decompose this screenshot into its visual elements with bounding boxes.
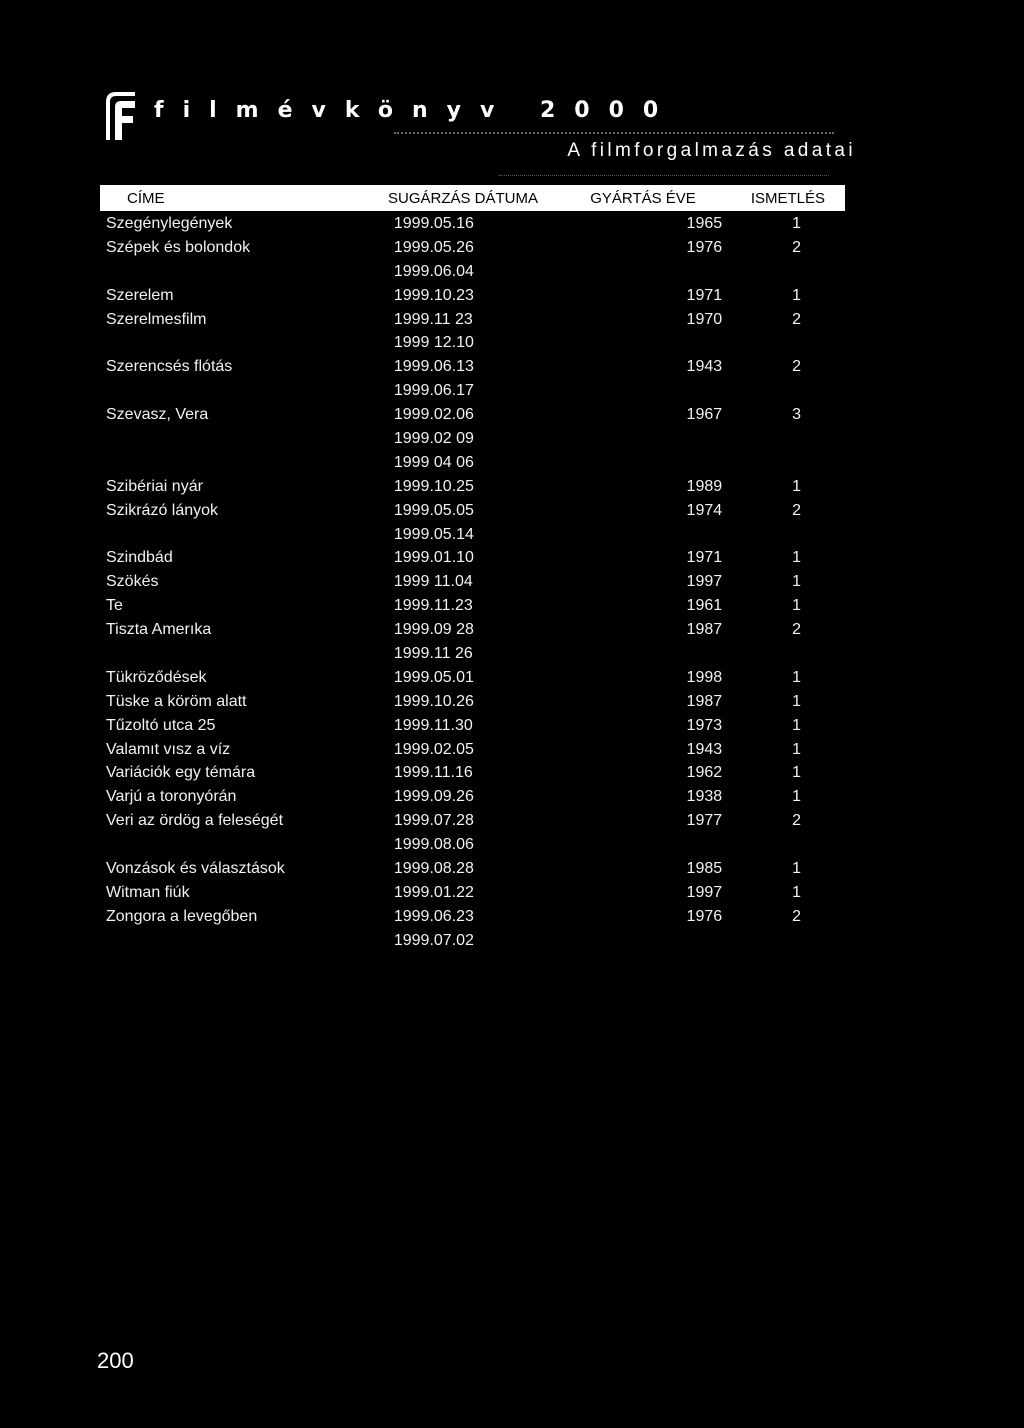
production-year-cell: 1943 bbox=[686, 740, 723, 758]
table-row bbox=[100, 499, 845, 523]
repeat-count-cell: 1 bbox=[792, 740, 801, 758]
film-title-cell: Szibériai nyár bbox=[106, 477, 203, 495]
film-title-cell: Witman fiúk bbox=[106, 883, 190, 901]
page-header bbox=[104, 90, 864, 170]
table-row bbox=[100, 785, 845, 809]
table-row bbox=[100, 881, 845, 905]
table-row bbox=[100, 355, 845, 379]
broadcast-date-cell: 1999.06.13 bbox=[393, 358, 474, 376]
table-row bbox=[100, 833, 845, 857]
film-title-cell: Valamıt vısz a víz bbox=[106, 740, 231, 758]
column-header-repeat: ISMETLÉS bbox=[750, 189, 825, 207]
table-row bbox=[100, 570, 845, 594]
section-subtitle: A filmforgalmazás adatai bbox=[567, 140, 856, 161]
production-year-cell: 1938 bbox=[686, 788, 723, 806]
film-title-cell: Szökés bbox=[106, 573, 159, 591]
film-title-cell: Tükröződések bbox=[106, 668, 207, 686]
film-title-cell: Tüske a köröm alatt bbox=[106, 692, 247, 710]
table-row bbox=[100, 451, 845, 475]
table-body bbox=[100, 212, 845, 953]
broadcast-date-cell: 1999.06.04 bbox=[393, 262, 474, 280]
repeat-count-cell: 2 bbox=[792, 238, 801, 256]
film-title-cell: Szikrázó lányok bbox=[106, 501, 219, 519]
table-row bbox=[100, 236, 845, 260]
table-row bbox=[100, 403, 845, 427]
table-row bbox=[100, 642, 845, 666]
broadcast-date-cell: 1999.05.05 bbox=[393, 501, 474, 519]
broadcast-date-cell: 1999 04 06 bbox=[393, 453, 474, 471]
broadcast-date-cell: 1999 12.10 bbox=[393, 334, 474, 352]
repeat-count-cell: 1 bbox=[792, 692, 801, 710]
table-row bbox=[100, 523, 845, 547]
repeat-count-cell: 1 bbox=[792, 764, 801, 782]
broadcast-date-cell: 1999.02.06 bbox=[393, 406, 474, 424]
repeat-count-cell: 1 bbox=[792, 597, 801, 615]
film-title-cell: Zongora a levegőben bbox=[106, 907, 258, 925]
broadcast-date-cell: 1999.11.23 bbox=[393, 597, 473, 615]
broadcast-date-cell: 1999.05.14 bbox=[393, 525, 474, 543]
production-year-cell: 1977 bbox=[686, 812, 723, 830]
film-title-cell: Varjú a toronyórán bbox=[106, 788, 237, 806]
repeat-count-cell: 1 bbox=[792, 214, 801, 232]
table-row bbox=[100, 618, 845, 642]
broadcast-date-cell: 1999.11.16 bbox=[393, 764, 473, 782]
table-row bbox=[100, 738, 845, 762]
table-row bbox=[100, 809, 845, 833]
production-year-cell: 1998 bbox=[686, 668, 723, 686]
broadcast-date-cell: 1999.01.22 bbox=[393, 883, 474, 901]
film-title-cell: Veri az ördög a feleségét bbox=[106, 812, 284, 830]
production-year-cell: 1962 bbox=[686, 764, 723, 782]
broadcast-date-cell: 1999.07.02 bbox=[393, 931, 474, 949]
column-header-title: CÍME bbox=[127, 189, 165, 207]
broadcast-date-cell: 1999.01.10 bbox=[393, 549, 474, 567]
production-year-cell: 1976 bbox=[686, 907, 723, 925]
repeat-count-cell: 2 bbox=[792, 812, 801, 830]
repeat-count-cell: 2 bbox=[792, 907, 801, 925]
column-header-year: GYÁRTÁS ÉVE bbox=[590, 189, 696, 207]
production-year-cell: 1997 bbox=[686, 573, 723, 591]
production-year-cell: 1967 bbox=[686, 406, 723, 424]
production-year-cell: 1987 bbox=[686, 692, 723, 710]
repeat-count-cell: 2 bbox=[792, 358, 801, 376]
film-title-cell: Szerelem bbox=[106, 286, 174, 304]
repeat-count-cell: 1 bbox=[792, 573, 801, 591]
page-number: 200 bbox=[97, 1348, 134, 1373]
column-header-date: SUGÁRZÁS DÁTUMA bbox=[387, 189, 538, 207]
table-row bbox=[100, 427, 845, 451]
repeat-count-cell: 2 bbox=[792, 310, 801, 328]
table-row bbox=[100, 761, 845, 785]
table-row bbox=[100, 905, 845, 929]
table-row bbox=[100, 308, 845, 332]
production-year-cell: 1976 bbox=[686, 238, 723, 256]
repeat-count-cell: 1 bbox=[792, 477, 801, 495]
broadcast-date-cell: 1999.08.06 bbox=[393, 836, 474, 854]
broadcast-date-cell: 1999.09 28 bbox=[393, 621, 474, 639]
publication-title: filmévkönyv 2000 bbox=[154, 98, 678, 123]
broadcast-date-cell: 1999.10.26 bbox=[393, 692, 474, 710]
table-row bbox=[100, 379, 845, 403]
film-title-cell: Szerencsés flótás bbox=[106, 358, 233, 376]
production-year-cell: 1973 bbox=[686, 716, 723, 734]
repeat-count-cell: 1 bbox=[792, 549, 801, 567]
broadcast-date-cell: 1999 11.04 bbox=[393, 573, 473, 591]
film-title-cell: Variációk egy témára bbox=[106, 764, 256, 782]
broadcast-date-cell: 1999.05.01 bbox=[393, 668, 474, 686]
broadcast-date-cell: 1999.11.30 bbox=[393, 716, 473, 734]
table-row bbox=[100, 475, 845, 499]
logo-f-icon bbox=[104, 90, 138, 142]
table-header bbox=[100, 185, 845, 211]
table-row bbox=[100, 857, 845, 881]
broadcast-date-cell: 1999.06.17 bbox=[393, 382, 474, 400]
title-dotted-rule bbox=[394, 132, 834, 136]
production-year-cell: 1970 bbox=[686, 310, 723, 328]
table-row bbox=[100, 714, 845, 738]
repeat-count-cell: 1 bbox=[792, 883, 801, 901]
repeat-count-cell: 1 bbox=[792, 668, 801, 686]
film-title-cell: Szevasz, Vera bbox=[106, 406, 209, 424]
broadcast-table bbox=[100, 185, 845, 953]
table-row bbox=[100, 690, 845, 714]
broadcast-date-cell: 1999.07.28 bbox=[393, 812, 474, 830]
broadcast-date-cell: 1999.11 26 bbox=[393, 644, 473, 662]
film-title-cell: Vonzások és választások bbox=[106, 859, 285, 877]
broadcast-date-cell: 1999.05.26 bbox=[393, 238, 474, 256]
production-year-cell: 1965 bbox=[686, 214, 723, 232]
repeat-count-cell: 3 bbox=[792, 406, 801, 424]
film-title-cell: Szindbád bbox=[106, 549, 173, 567]
film-title-cell: Tiszta Amerıka bbox=[106, 621, 212, 639]
film-title-cell: Szegénylegények bbox=[106, 214, 233, 232]
production-year-cell: 1971 bbox=[686, 549, 723, 567]
table-row bbox=[100, 594, 845, 618]
table-row bbox=[100, 666, 845, 690]
broadcast-date-cell: 1999.10.23 bbox=[393, 286, 474, 304]
repeat-count-cell: 1 bbox=[792, 859, 801, 877]
broadcast-date-cell: 1999.11 23 bbox=[393, 310, 473, 328]
broadcast-date-cell: 1999.02.05 bbox=[393, 740, 474, 758]
film-title-cell: Tűzoltó utca 25 bbox=[106, 716, 216, 734]
film-title-cell: Szerelmesfilm bbox=[106, 310, 207, 328]
table-row bbox=[100, 284, 845, 308]
repeat-count-cell: 1 bbox=[792, 286, 801, 304]
table-row bbox=[100, 331, 845, 355]
broadcast-date-cell: 1999.02 09 bbox=[393, 429, 474, 447]
production-year-cell: 1997 bbox=[686, 883, 723, 901]
broadcast-date-cell: 1999.08.28 bbox=[393, 859, 474, 877]
production-year-cell: 1985 bbox=[686, 859, 723, 877]
broadcast-date-cell: 1999.06.23 bbox=[393, 907, 474, 925]
subtitle-dotted-rule bbox=[499, 175, 829, 177]
production-year-cell: 1971 bbox=[686, 286, 723, 304]
film-title-cell: Te bbox=[106, 597, 123, 615]
table-row bbox=[100, 260, 845, 284]
repeat-count-cell: 2 bbox=[792, 621, 801, 639]
repeat-count-cell: 1 bbox=[792, 716, 801, 734]
production-year-cell: 1989 bbox=[686, 477, 723, 495]
broadcast-date-cell: 1999.10.25 bbox=[393, 477, 474, 495]
repeat-count-cell: 1 bbox=[792, 788, 801, 806]
production-year-cell: 1987 bbox=[686, 621, 723, 639]
table-row bbox=[100, 546, 845, 570]
production-year-cell: 1974 bbox=[686, 501, 723, 519]
repeat-count-cell: 2 bbox=[792, 501, 801, 519]
production-year-cell: 1961 bbox=[686, 597, 723, 615]
table-row bbox=[100, 929, 845, 953]
broadcast-date-cell: 1999.05.16 bbox=[393, 214, 474, 232]
broadcast-date-cell: 1999.09.26 bbox=[393, 788, 474, 806]
film-title-cell: Szépek és bolondok bbox=[106, 238, 251, 256]
production-year-cell: 1943 bbox=[686, 358, 723, 376]
table-row bbox=[100, 212, 845, 236]
